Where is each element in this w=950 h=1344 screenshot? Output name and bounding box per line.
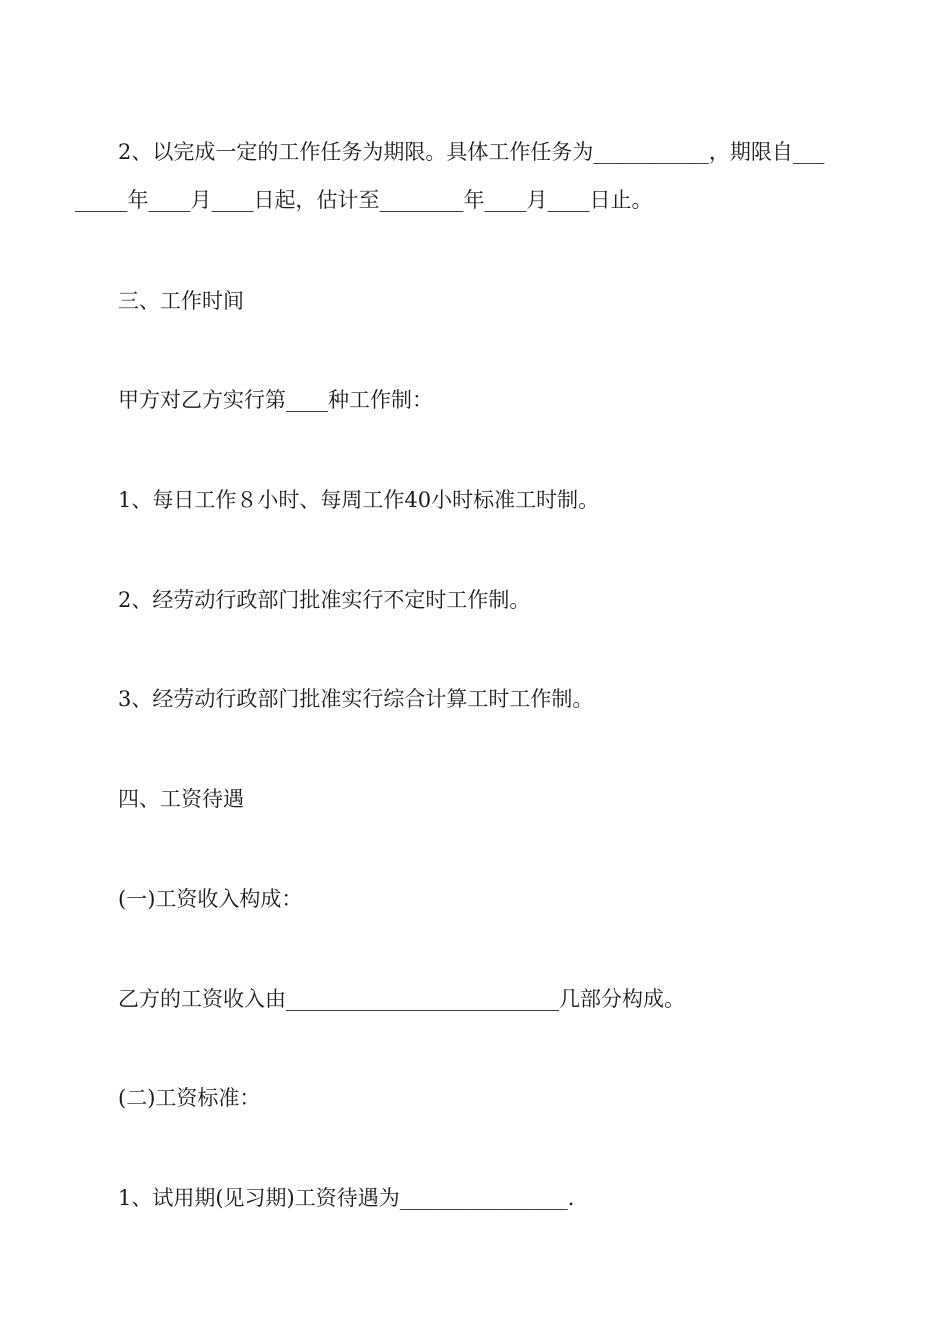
subsection-wage-standard: (二)工资标准： [118, 1086, 261, 1110]
wage-composition-statement: 乙方的工资收入由__________________________几部分构成。 [118, 987, 685, 1011]
work-system-option-2: 2、经劳动行政部门批准实行不定时工作制。 [118, 588, 531, 612]
work-system-option-3: 3、经劳动行政部门批准实行综合计算工时工作制。 [118, 687, 594, 711]
clause-2-work-task-dates: _____年____月____日起，估计至________年____月____日止。 [75, 188, 653, 212]
section-heading-wages: 四、工资待遇 [118, 787, 244, 811]
section-heading-working-hours: 三、工作时间 [118, 289, 244, 313]
clause-2-work-task-term: 2、以完成一定的工作任务为期限。具体工作任务为___________，期限自___ [118, 140, 825, 164]
subsection-wage-composition: (一)工资收入构成： [118, 887, 303, 911]
work-system-statement: 甲方对乙方实行第____种工作制： [118, 388, 433, 412]
work-system-option-1: 1、每日工作８小时、每周工作40小时标准工时制。 [118, 488, 600, 512]
wage-standard-item-1: 1、试用期(见习期)工资待遇为________________. [118, 1186, 575, 1210]
